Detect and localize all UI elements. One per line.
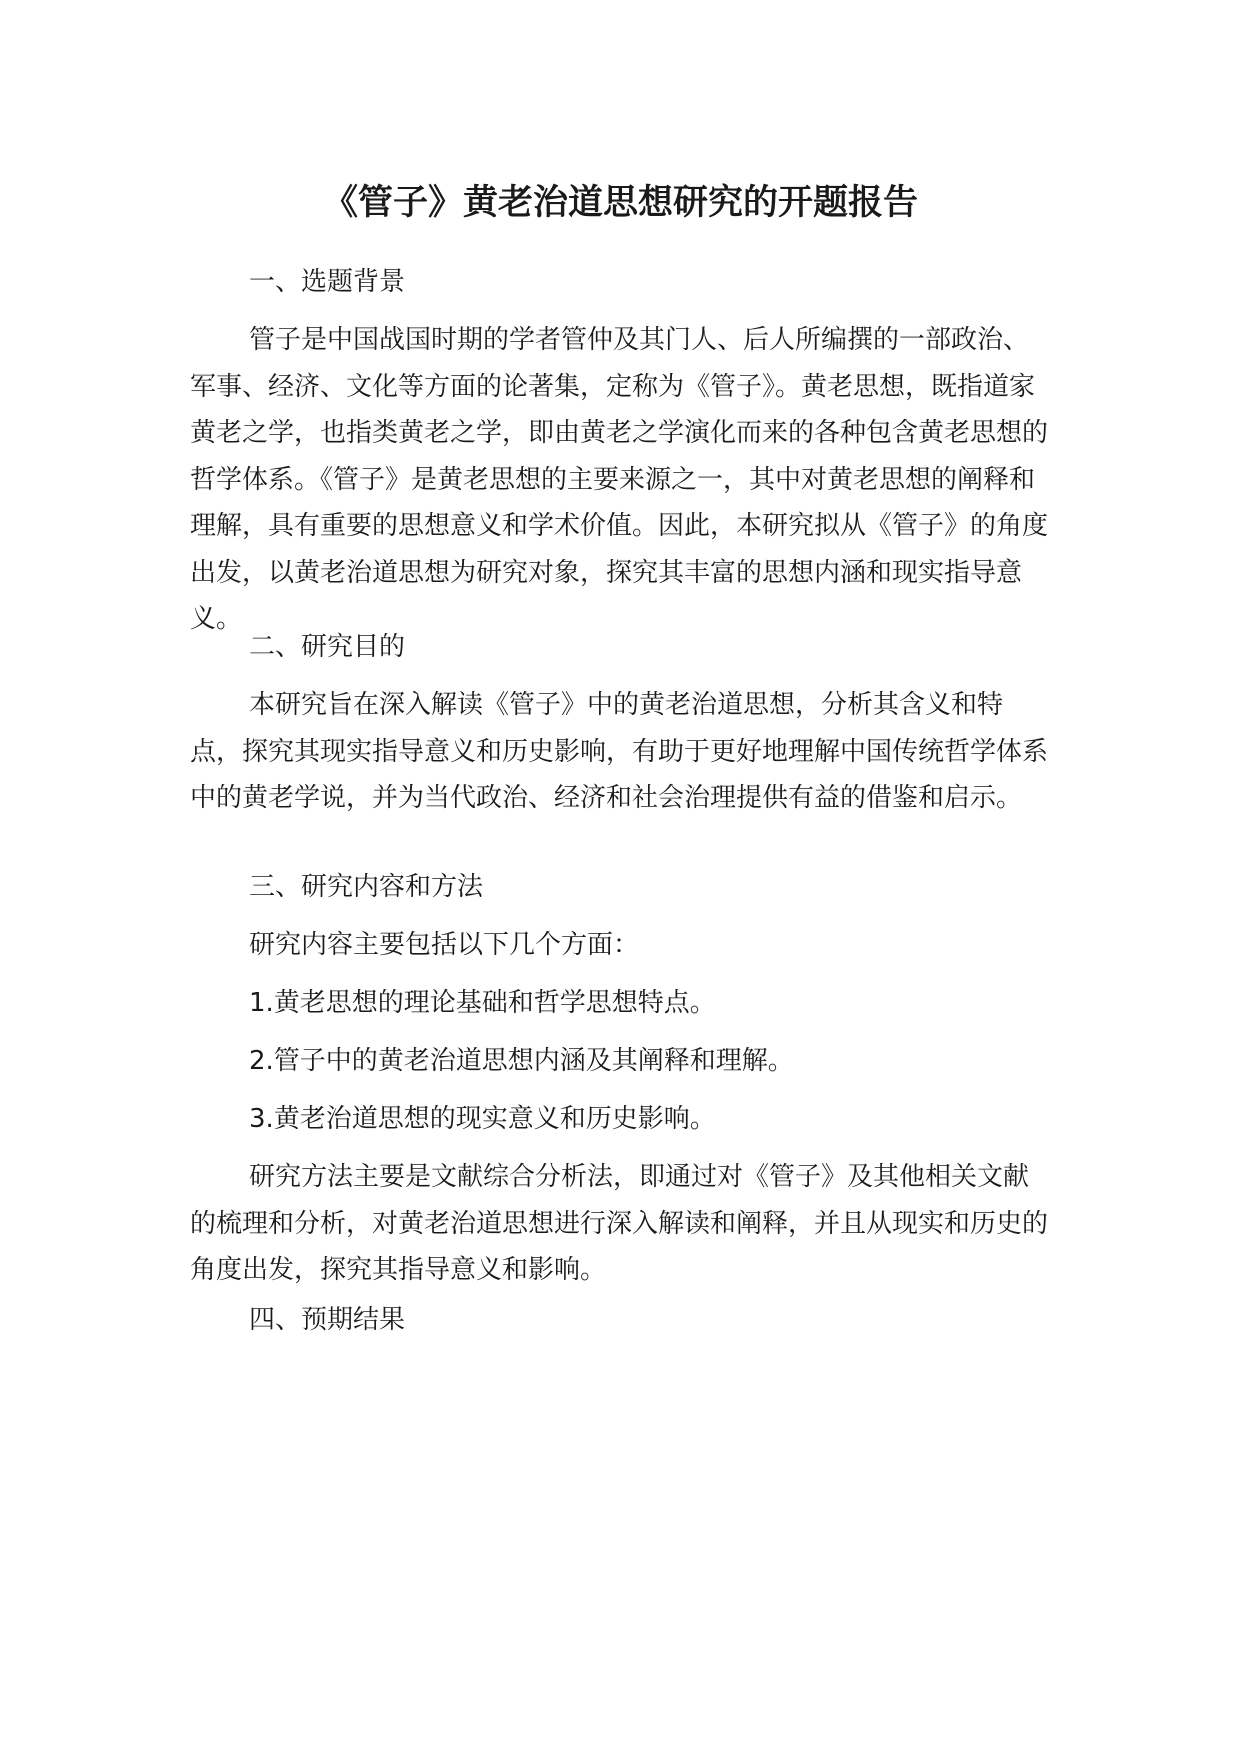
- section-heading-expected-results: 四、预期结果: [249, 1305, 406, 1335]
- paragraph-purpose: 本研究旨在深入解读《管子》中的黄老治道思想，分析其含义和特点，探究其现实指导意义和历史影响，有助于更好地理解中国传统哲学体系中的黄老学说，并为当代政治、经济和社会治理提供有益的借鉴和启示。: [190, 690, 1049, 813]
- list-item-2: 2.管子中的黄老治道思想内涵及其阐释和理解。: [249, 1046, 794, 1076]
- section-heading-purpose: 二、研究目的: [249, 632, 406, 662]
- paragraph-content-intro: 研究内容主要包括以下几个方面：: [249, 930, 640, 960]
- list-item-1: 1.黄老思想的理论基础和哲学思想特点。: [249, 988, 716, 1018]
- document-title: 《管子》黄老治道思想研究的开题报告: [322, 183, 918, 223]
- section-heading-background: 一、选题背景: [249, 267, 406, 297]
- list-item-3: 3.黄老治道思想的现实意义和历史影响。: [249, 1104, 716, 1134]
- paragraph-background: 管子是中国战国时期的学者管仲及其门人、后人所编撰的一部政治、军事、经济、文化等方面的论著集，定称为《管子》。黄老思想，既指道家黄老之学，也指类黄老之学，即由黄老之学演化而来的各种包含黄老思想的哲学体系。《管子》是黄老思想的主要来源之一，其中对黄老思想的阐释和理解，具有重要的思想意义和学术价值。因此，本研究拟从《管子》的角度出发，以黄老治道思想为研究对象，探究其丰富的思想内涵和现实指导意义。: [190, 325, 1049, 634]
- paragraph-methods: 研究方法主要是文献综合分析法，即通过对《管子》及其他相关文献的梳理和分析，对黄老治道思想进行深入解读和阐释，并且从现实和历史的角度出发，探究其指导意义和影响。: [190, 1162, 1049, 1285]
- section-heading-content-methods: 三、研究内容和方法: [249, 872, 484, 902]
